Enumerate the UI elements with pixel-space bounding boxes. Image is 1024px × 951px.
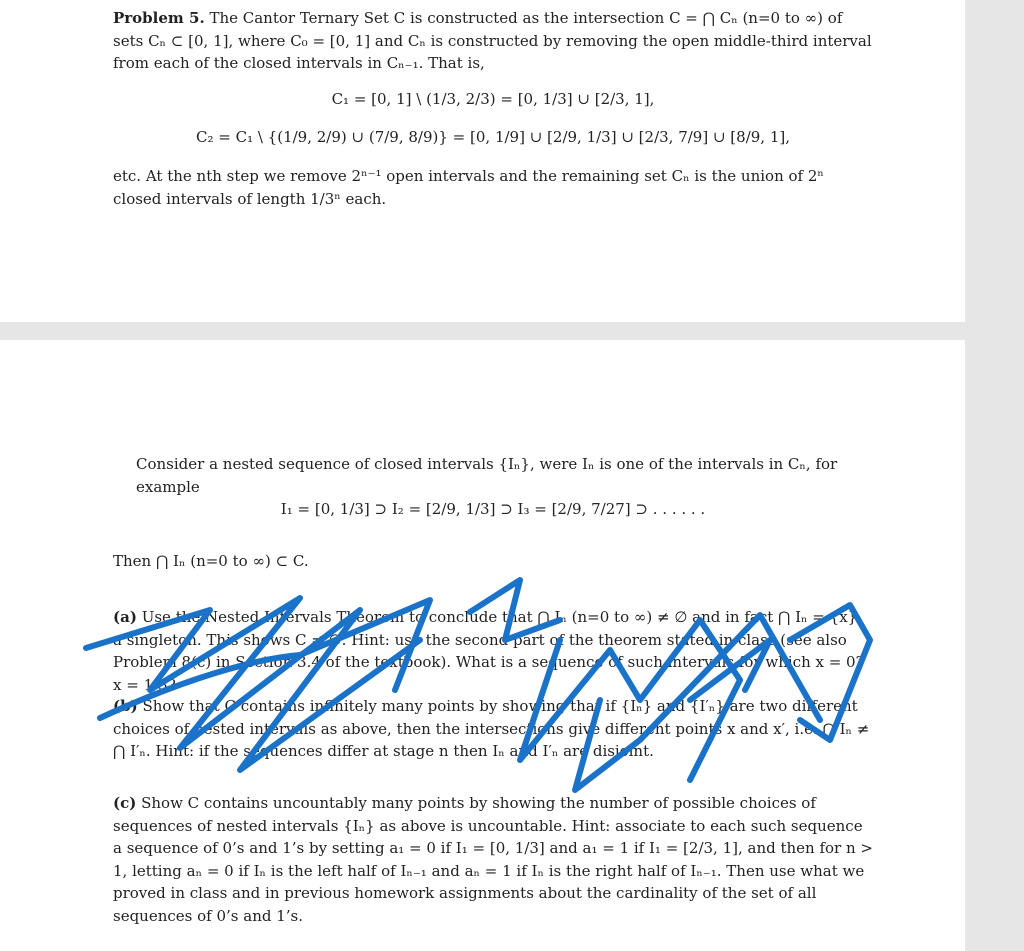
part-b bbox=[113, 695, 873, 763]
nested-intervals-intro: Consider a nested sequence of closed intervals {Iₙ}, were Iₙ is one of the intervals in Cₙ, for example bbox=[136, 455, 838, 496]
document-page-1 bbox=[0, 0, 965, 322]
nested-intervals-equation: I₁ = [0, 1/3] ⊃ I₂ = [2/9, 1/3] ⊃ I₃ = [2/9, 7/27] ⊃ . . . . . . bbox=[280, 500, 706, 518]
intersection-statement: Then ⋂ Iₙ (n=0 to ∞) ⊂ C. bbox=[113, 552, 309, 570]
part-c-text: Show C contains uncountably many points by showing the number of possible choices of sequences of nested intervals {Iₙ} as above is uncountable. Hint: associate to each such sequence a sequence of 0’s and 1’s by setting a₁ = 0 if I₁ = [0, 1/3] and a₁ = 1 if I₁ = [2/3, 1], and then for n > 1, letting aₙ = 0 if Iₙ is the left half of Iₙ₋₁ and aₙ = 1 if Iₙ is the right half of Iₙ₋₁. Then use what we proved in class and in previous homework assignments about the cardinality of the set of all sequences of 0’s and 1’s. bbox=[113, 794, 873, 925]
part-c bbox=[113, 792, 873, 927]
part-b-text: Show that C contains infinitely many points by showing that if {Iₙ} and {I′ₙ} are two different choices of nested intervals as above, then the intersections give different points x and x′, i.e. ⋂ Iₙ ≠ ⋂ I′ₙ. Hint: if the sequences differ at stage n then Iₙ and I′ₙ are disjoint. bbox=[113, 697, 870, 760]
document-page-2 bbox=[0, 340, 965, 951]
problem-intro-text: The Cantor Ternary Set C is constructed as the intersection C = ⋂ Cₙ (n=0 to ∞) of sets Cₙ ⊂ [0, 1], where C₀ = [0, 1] and Cₙ is constructed by removing the open middle-third interval from each of the closed intervals in Cₙ₋₁. That is, bbox=[113, 9, 872, 72]
problem-intro bbox=[113, 7, 873, 75]
equation-c1: C₁ = [0, 1] \ (1/3, 2/3) = [0, 1/3] ∪ [2/3, 1], bbox=[331, 90, 655, 108]
equation-c2: C₂ = C₁ \ {(1/9, 2/9) ∪ (7/9, 8/9)} = [0, 1/9] ∪ [2/9, 1/3] ∪ [2/3, 7/9] ∪ [8/9, 1], bbox=[196, 128, 790, 146]
part-c-label: (c) bbox=[113, 794, 137, 812]
part-a bbox=[113, 606, 873, 696]
part-a-text: Use the Nested Intervals Theorem to conclude that ⋂ Iₙ (n=0 to ∞) ≠ ∅ and in fact ⋂ Iₙ = {x}, a singleton. This shows C ≠ ∅. Hint: use the second part of the theorem stated in class (see also Problem 8(c) in Section 3.4 of the textbook). What is a sequence of such intervals for which x = 0? x = 1/3? bbox=[113, 608, 864, 694]
problem-heading: Problem 5. bbox=[113, 9, 205, 27]
part-a-label: (a) bbox=[113, 608, 137, 626]
construction-summary: etc. At the nth step we remove 2ⁿ⁻¹ open intervals and the remaining set Cₙ is the union of 2ⁿ closed intervals of length 1/3ⁿ each. bbox=[113, 167, 824, 208]
part-b-label: (b) bbox=[113, 697, 138, 715]
